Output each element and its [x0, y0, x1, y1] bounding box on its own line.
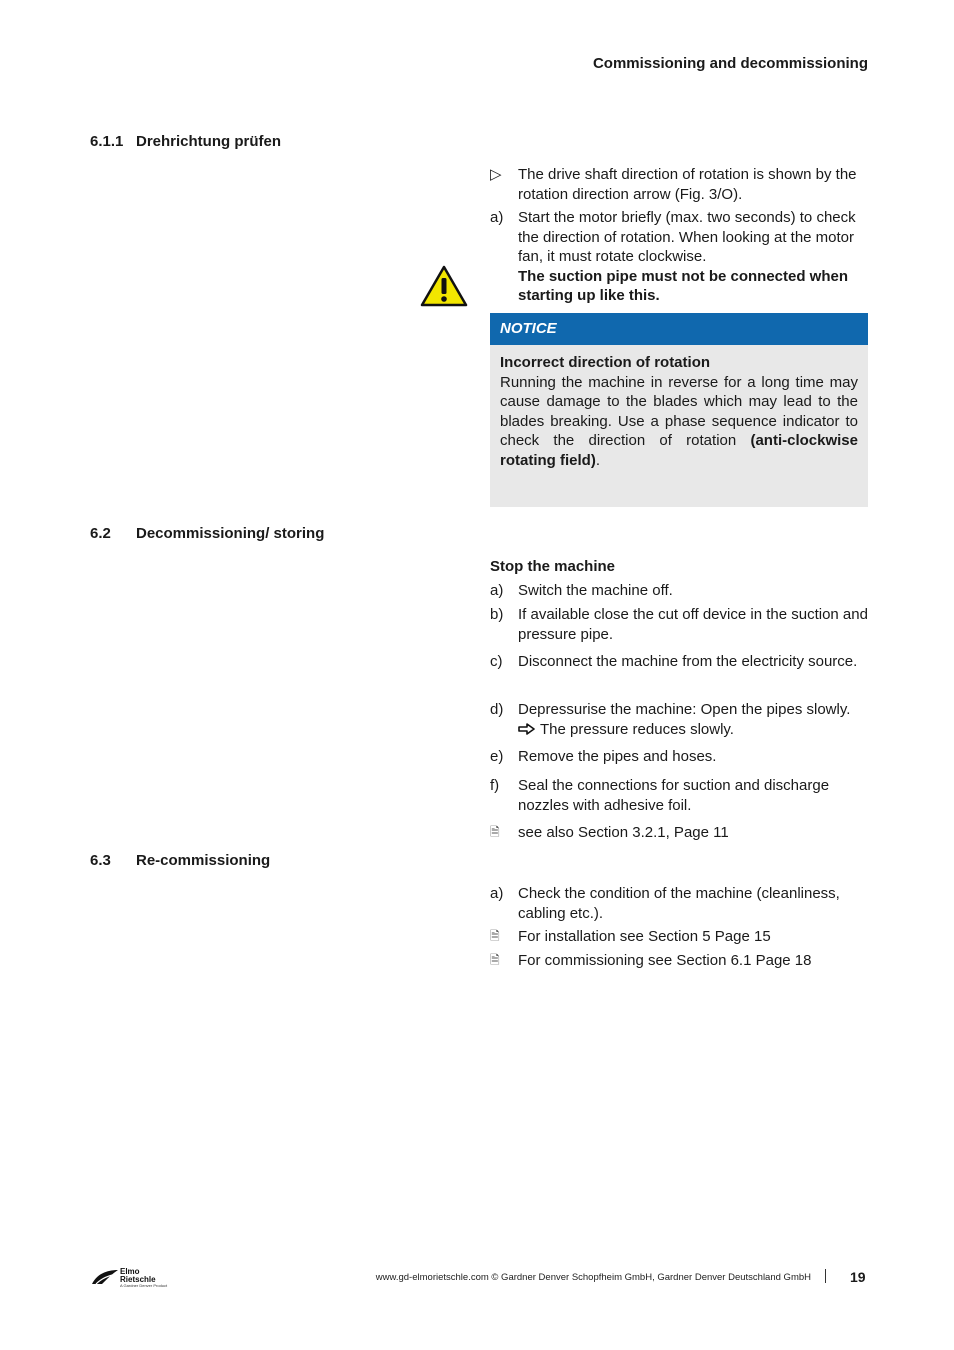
document-reference-icon: 🗎	[490, 929, 500, 943]
logo-tagline: A Gardner Denver Product	[120, 1283, 168, 1288]
notice-text-end: .	[595, 451, 600, 469]
notice-text	[500, 373, 858, 471]
footer-copyright-text: © Gardner Denver Schopfheim GmbH, Gardner Denver Deutschland GmbH	[488, 1272, 811, 1283]
result-arrow-icon	[518, 723, 536, 735]
list-item	[490, 208, 868, 306]
item-text: For installation see Section 5 Page 15	[518, 928, 771, 945]
step-marker: b)	[490, 606, 504, 623]
section-title: Drehrichtung prüfen	[136, 133, 281, 150]
list-item	[490, 927, 868, 947]
step-marker: d)	[490, 701, 504, 718]
footer-divider	[825, 1269, 826, 1283]
step-marker: f)	[490, 777, 500, 794]
section-number: 6.2	[90, 525, 111, 542]
list-item	[490, 951, 868, 971]
step-marker: c)	[490, 653, 503, 670]
item-text: Disconnect the machine from the electricity source.	[518, 653, 858, 670]
item-text: For commissioning see Section 6.1 Page 18	[518, 952, 812, 969]
list-item	[490, 747, 868, 767]
step-marker: ▷	[490, 166, 502, 183]
section-title: Decommissioning/ storing	[136, 525, 325, 542]
notice-text-bold: (anti-clockwise rotating field)	[500, 432, 858, 469]
list-item	[490, 605, 868, 644]
item-text-main: Depressurise the machine: Open the pipes slowly.	[518, 701, 851, 718]
item-text: Start the motor briefly (max. two seconds) to check the direction of rotation. When looking at the motor fan, it must rotate clockwise.	[518, 209, 856, 265]
item-text	[518, 700, 868, 739]
section-number: 6.3	[90, 852, 111, 869]
section-heading-6-2	[90, 525, 324, 542]
footer-url[interactable]: www.gd-elmorietschle.com	[375, 1272, 489, 1283]
item-text: see also Section 3.2.1, Page 11	[518, 824, 729, 841]
item-text: The drive shaft direction of rotation is shown by the rotation direction arrow (Fig. 3/O).	[518, 166, 857, 203]
section-title: Re-commissioning	[136, 852, 271, 869]
notice-banner: NOTICE	[490, 313, 868, 345]
footer-copyright	[376, 1272, 811, 1283]
notice-text-main: Running the machine in reverse for a long time may cause damage to the blades which may lead to the blades breaking. Use a phase sequence indicator to check the direction of rotation	[500, 373, 858, 449]
item-text: Remove the pipes and hoses.	[518, 748, 717, 765]
item-text: Seal the connections for suction and discharge nozzles with adhesive foil.	[518, 777, 830, 814]
warning-triangle-icon	[420, 265, 468, 307]
list-item	[490, 776, 868, 815]
list-item	[490, 165, 868, 204]
company-logo	[90, 1268, 120, 1286]
subheading-stop-machine: Stop the machine	[490, 558, 616, 575]
notice-box	[490, 345, 868, 507]
item-result-text: The pressure reduces slowly.	[540, 720, 734, 738]
section-number: 6.1.1	[90, 133, 124, 150]
logo-line-2: Rietschle	[120, 1275, 156, 1284]
step-marker: a)	[490, 209, 504, 226]
item-warning-text: The suction pipe must not be connected when starting up like this.	[518, 267, 849, 304]
list-item	[490, 823, 868, 843]
section-heading-6-1-1	[90, 133, 281, 150]
item-text: Check the condition of the machine (cleanliness, cabling etc.).	[518, 885, 840, 922]
step-marker: a)	[490, 582, 504, 599]
logo-line-1: Elmo	[120, 1267, 140, 1276]
step-marker: e)	[490, 748, 504, 765]
section-heading-6-3	[90, 852, 270, 869]
list-item	[490, 700, 868, 739]
logo-wordmark	[120, 1268, 156, 1284]
item-text: If available close the cut off device in the suction and pressure pipe.	[518, 606, 868, 643]
notice-heading: Incorrect direction of rotation	[500, 354, 711, 371]
page-number: 19	[850, 1269, 866, 1285]
list-item	[490, 884, 868, 923]
document-reference-icon: 🗎	[490, 825, 500, 839]
list-item	[490, 652, 868, 672]
step-marker: a)	[490, 885, 504, 902]
list-item	[490, 581, 868, 601]
running-header: Commissioning and decommissioning	[592, 55, 868, 72]
document-reference-icon: 🗎	[490, 953, 500, 967]
item-text: Switch the machine off.	[518, 582, 673, 599]
